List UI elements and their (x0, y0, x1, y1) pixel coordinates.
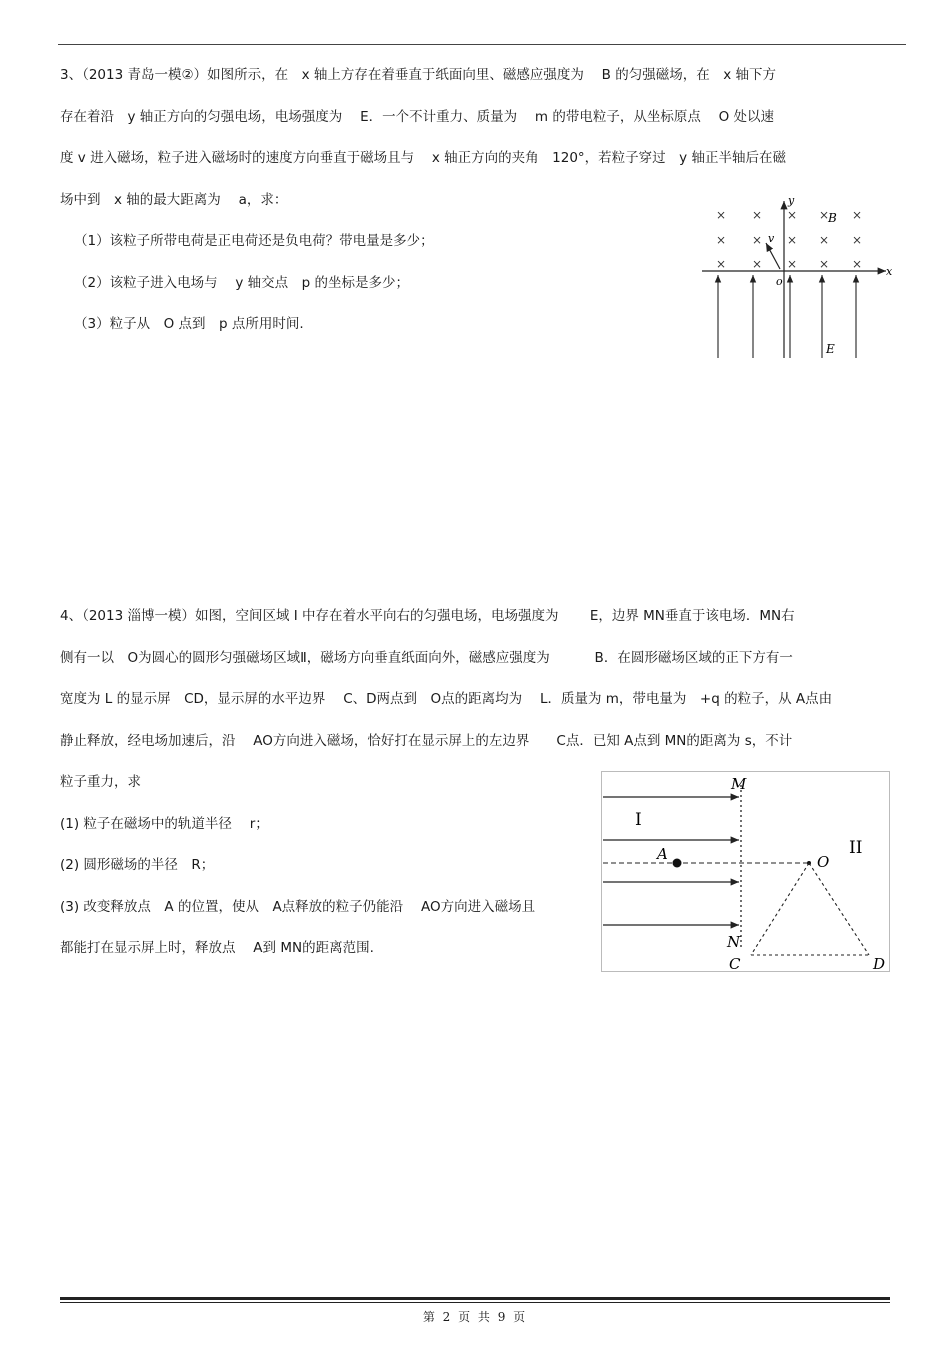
q4-figure-svg (601, 771, 891, 973)
q3-figure-svg (700, 193, 898, 365)
q3-line-4: 场中到 x 轴的最大距离为 a，求： (60, 191, 288, 208)
y-axis-label: y (788, 194, 795, 207)
q3-sub-2: （2）该粒子进入电场与 y 轴交点 p 的坐标是多少； (74, 274, 410, 291)
q4-line-2: 侧有一以 O为圆心的圆形匀强磁场区域Ⅱ，磁场方向垂直纸面向外，磁感应强度为 B．在圆形磁场区域的正下方有一 (60, 649, 793, 666)
q3-sub-1: （1）该粒子所带电荷是正电荷还是负电荷？带电量是多少； (74, 233, 434, 249)
footer-rule-thick (60, 1297, 890, 1300)
v-label: v (768, 232, 775, 245)
region-2-label: II (849, 838, 863, 858)
velocity-vector (766, 243, 780, 269)
m-label: M (731, 775, 747, 793)
line-od (809, 863, 869, 955)
n-label: N (727, 933, 741, 951)
cross: × (787, 208, 798, 222)
q4-figure (601, 771, 891, 973)
q4-sub-3: (3) 改变释放点 A 的位置，使从 A点释放的粒子仍能沿 AO方向进入磁场且 (60, 898, 536, 915)
d-label: D (873, 955, 886, 973)
q4-line-5: 粒子重力，求 (60, 774, 141, 790)
q4-sub-3-cont: 都能打在显示屏上时，释放点 A到 MN的距离范围. (60, 940, 374, 956)
cross: × (716, 257, 727, 271)
page-number: 第 2 页 共 9 页 (422, 1310, 528, 1324)
x-axis-label: x (886, 265, 893, 278)
cross: × (852, 208, 863, 222)
cross: × (819, 208, 830, 222)
q3-line-2: 存在着沿 y 轴正方向的匀强电场，电场强度为 E．一个不计重力、质量为 m 的带电粒子，从坐标原点 O 处以速 (60, 108, 775, 125)
q4-sub-1: (1) 粒子在磁场中的轨道半径 r； (60, 815, 269, 832)
region-1-label: I (635, 810, 642, 830)
q3-sub-3: （3）粒子从 O 点到 p 点所用时间. (74, 316, 304, 332)
a-label: A (657, 845, 668, 863)
o-label: O (817, 853, 830, 871)
point-a (673, 859, 682, 868)
electric-field-arrows (603, 797, 739, 925)
footer-rule-thin (60, 1302, 890, 1303)
header-rule (58, 44, 906, 45)
cross: × (716, 233, 727, 247)
e-label: E (826, 342, 835, 356)
q4-line-4: 静止释放，经电场加速后，沿 AO方向进入磁场，恰好打在显示屏上的左边界 C点．已知 A点到 MN的距离为 s，不计 (60, 732, 793, 749)
magnetic-field-crosses (716, 208, 862, 271)
cross: × (819, 257, 830, 271)
electric-field-lines (718, 275, 856, 358)
triangle-ocd (751, 863, 869, 955)
cross: × (819, 233, 830, 247)
q3-figure (700, 193, 898, 365)
origin-label: o (776, 275, 783, 288)
cross: × (752, 233, 763, 247)
cross: × (752, 208, 763, 222)
q4-line-1: 4、（2013 淄博一模）如图，空间区域 I 中存在着水平向右的匀强电场，电场强度为 E，边界 MN垂直于该电场．MN右 (60, 608, 795, 624)
cross: × (787, 257, 798, 271)
q3-line-1: 3、（2013 青岛一模②）如图所示，在 x 轴上方存在着垂直于纸面向里、磁感应强度为 B 的匀强磁场，在 x 轴下方 (60, 67, 776, 83)
line-oc (751, 863, 809, 955)
b-label: B (828, 211, 837, 225)
q4-sub-2: (2) 圆形磁场的半径 R； (60, 857, 215, 873)
cross: × (716, 208, 727, 222)
figure-border (602, 772, 890, 972)
cross: × (752, 257, 763, 271)
q3-line-3: 度 v 进入磁场，粒子进入磁场时的速度方向垂直于磁场且与 x 轴正方向的夹角 120°，若粒子穿过 y 轴正半轴后在磁 (60, 150, 786, 166)
cross: × (852, 257, 863, 271)
cross: × (787, 233, 798, 247)
c-label: C (729, 955, 741, 973)
q4-line-3: 宽度为 L 的显示屏 CD，显示屏的水平边界 C、D两点到 O点的距离均为 L．质量为 m，带电量为 +q 的粒子，从 A点由 (60, 691, 833, 707)
cross: × (852, 233, 863, 247)
